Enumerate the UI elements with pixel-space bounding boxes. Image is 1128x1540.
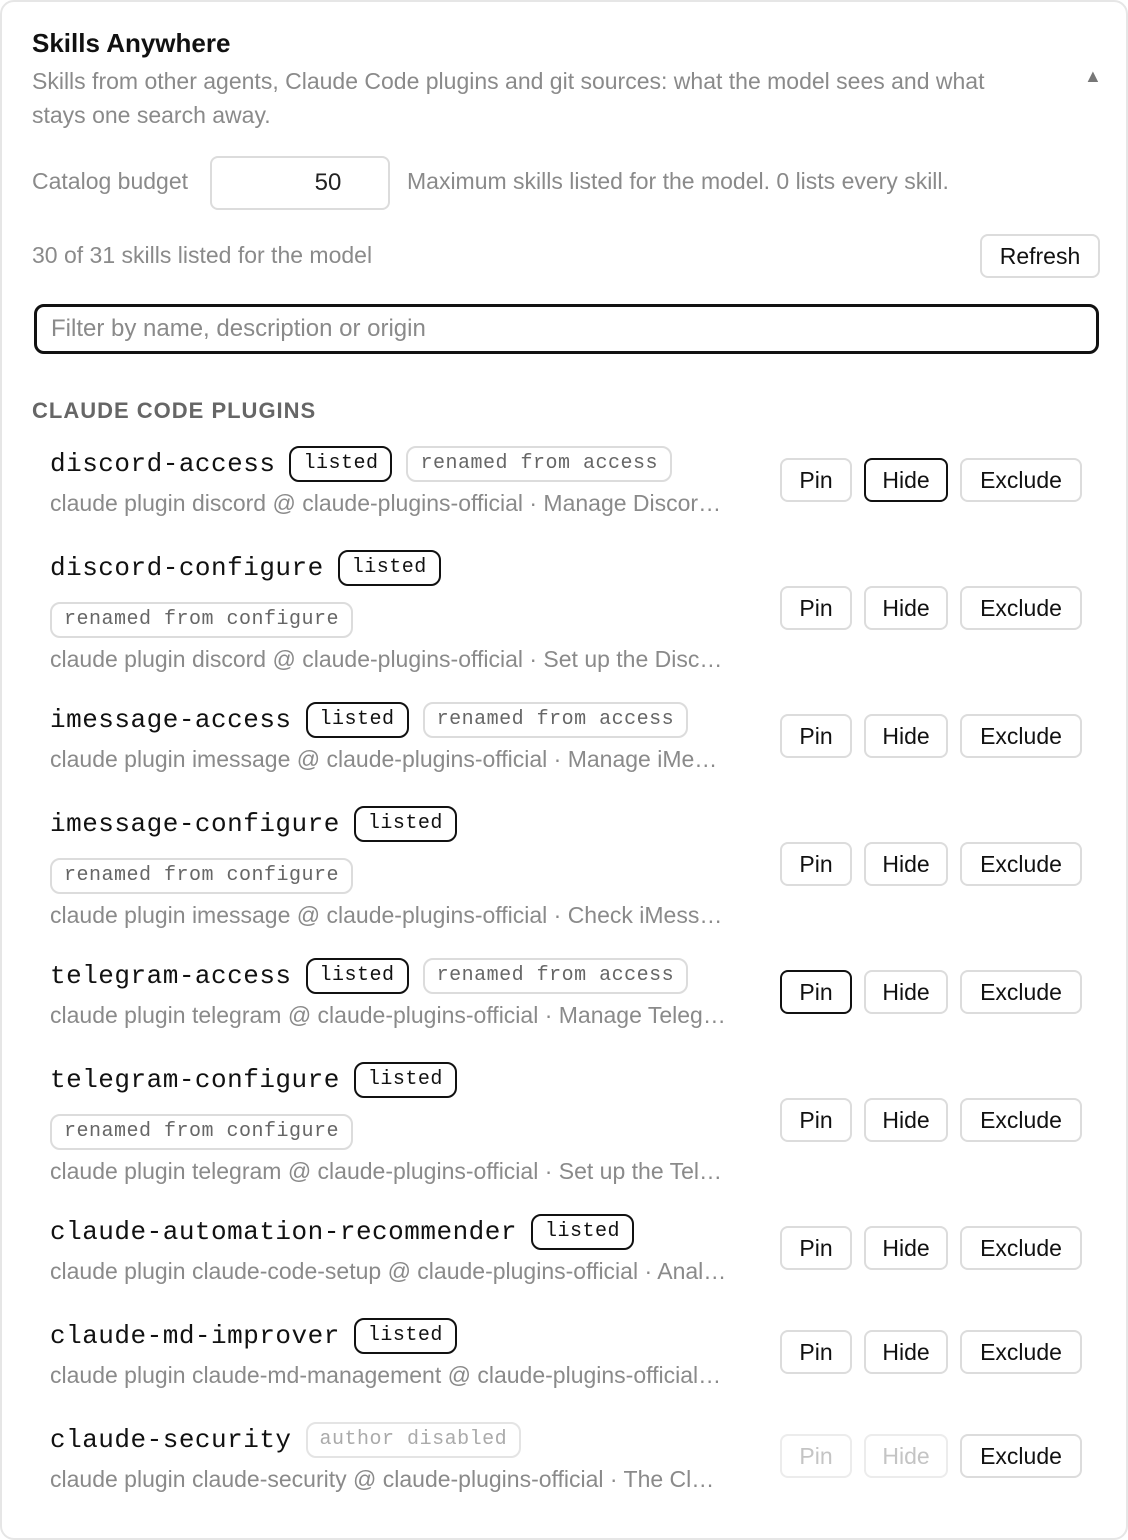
renamed-badge: renamed from access [423,702,689,738]
hide-button[interactable]: Hide [864,842,948,886]
renamed-badge: renamed from access [423,958,689,994]
listed-badge: listed [338,550,441,586]
pin-button[interactable]: Pin [780,458,852,502]
pin-button[interactable]: Pin [780,1330,852,1374]
skill-info [50,958,756,1030]
pin-button[interactable]: Pin [780,970,852,1014]
skill-name-line [50,550,756,586]
listed-count-text: 30 of 31 skills listed for the model [32,242,373,268]
skill-name-line [50,1214,756,1250]
skill-name: claude-security [50,1425,292,1455]
pin-button[interactable]: Pin [780,586,852,630]
skill-name: discord-access [50,449,276,479]
hide-button[interactable]: Hide [864,714,948,758]
hide-button[interactable]: Hide [864,586,948,630]
renamed-line [50,602,756,638]
listed-badge: listed [531,1214,634,1250]
skill-description: claude plugin discord @ claude-plugins-official · Set up the Disc… [50,646,723,672]
skill-info [50,1062,756,1186]
skill-description: claude plugin imessage @ claude-plugins-official · Check iMess… [50,902,723,928]
skill-description: claude plugin claude-security @ claude-plugins-official · The Cl… [50,1466,715,1492]
skill-name-line [50,702,756,738]
exclude-button[interactable]: Exclude [960,458,1082,502]
listed-badge: listed [354,1062,457,1098]
hide-button[interactable]: Hide [864,1434,948,1478]
pin-button[interactable]: Pin [780,1434,852,1478]
listed-badge: listed [354,1318,457,1354]
skill-info [50,1318,756,1390]
skill-info [50,702,756,774]
skill-name-line [50,1318,756,1354]
pin-button[interactable]: Pin [780,1098,852,1142]
skill-name: telegram-configure [50,1065,340,1095]
catalog-budget-input[interactable] [210,156,390,210]
skill-name-line [50,1062,756,1098]
exclude-button[interactable]: Exclude [960,1226,1082,1270]
skill-name: imessage-access [50,705,292,735]
exclude-button[interactable]: Exclude [960,842,1082,886]
listed-badge: listed [289,446,392,482]
skill-description: claude plugin discord @ claude-plugins-official · Manage Discor… [50,490,722,516]
skill-info [50,1214,756,1286]
skill-name: claude-md-improver [50,1321,340,1351]
panel-subtitle: Skills from other agents, Claude Code plugins and git sources: what the model sees and what stays one search away. [32,68,985,128]
renamed-badge: renamed from access [406,446,672,482]
listed-badge: listed [306,702,409,738]
skill-name-line [50,1422,756,1458]
skill-name-line [50,806,756,842]
exclude-button[interactable]: Exclude [960,1098,1082,1142]
skill-name: imessage-configure [50,809,340,839]
hide-button[interactable]: Hide [864,458,948,502]
catalog-budget-help: Maximum skills listed for the model. 0 lists every skill. [407,168,949,194]
skill-info [50,446,756,518]
section-heading: CLAUDE CODE PLUGINS [32,398,317,423]
skill-description: claude plugin telegram @ claude-plugins-official · Manage Teleg… [50,1002,726,1028]
pin-button[interactable]: Pin [780,842,852,886]
exclude-button[interactable]: Exclude [960,1434,1082,1478]
skill-name: discord-configure [50,553,324,583]
skill-description: claude plugin claude-md-management @ claude-plugins-official… [50,1362,722,1388]
refresh-button[interactable]: Refresh [980,234,1100,278]
renamed-line [50,1114,756,1150]
skill-description: claude plugin imessage @ claude-plugins-official · Manage iMe… [50,746,718,772]
skill-name: claude-automation-recommender [50,1217,517,1247]
skill-info [50,550,756,674]
exclude-button[interactable]: Exclude [960,970,1082,1014]
hide-button[interactable]: Hide [864,1226,948,1270]
hide-button[interactable]: Hide [864,970,948,1014]
renamed-line [50,858,756,894]
renamed-badge: renamed from configure [50,858,353,894]
author-disabled-badge: author disabled [306,1422,522,1458]
catalog-budget-label: Catalog budget [32,168,189,194]
renamed-badge: renamed from configure [50,602,353,638]
skill-description: claude plugin claude-code-setup @ claude-plugins-official · Anal… [50,1258,727,1284]
renamed-badge: renamed from configure [50,1114,353,1150]
hide-button[interactable]: Hide [864,1098,948,1142]
exclude-button[interactable]: Exclude [960,1330,1082,1374]
pin-button[interactable]: Pin [780,1226,852,1270]
skill-info [50,806,756,930]
listed-badge: listed [354,806,457,842]
skill-name-line [50,958,756,994]
skill-name-line [50,446,756,482]
exclude-button[interactable]: Exclude [960,714,1082,758]
panel-title: Skills Anywhere [32,28,231,58]
hide-button[interactable]: Hide [864,1330,948,1374]
filter-input[interactable] [34,304,1099,354]
pin-button[interactable]: Pin [780,714,852,758]
listed-badge: listed [306,958,409,994]
skill-description: claude plugin telegram @ claude-plugins-official · Set up the Tel… [50,1158,722,1184]
collapse-caret-icon[interactable]: ▲ [1084,66,1102,86]
exclude-button[interactable]: Exclude [960,586,1082,630]
skill-info [50,1422,756,1494]
skill-name: telegram-access [50,961,292,991]
